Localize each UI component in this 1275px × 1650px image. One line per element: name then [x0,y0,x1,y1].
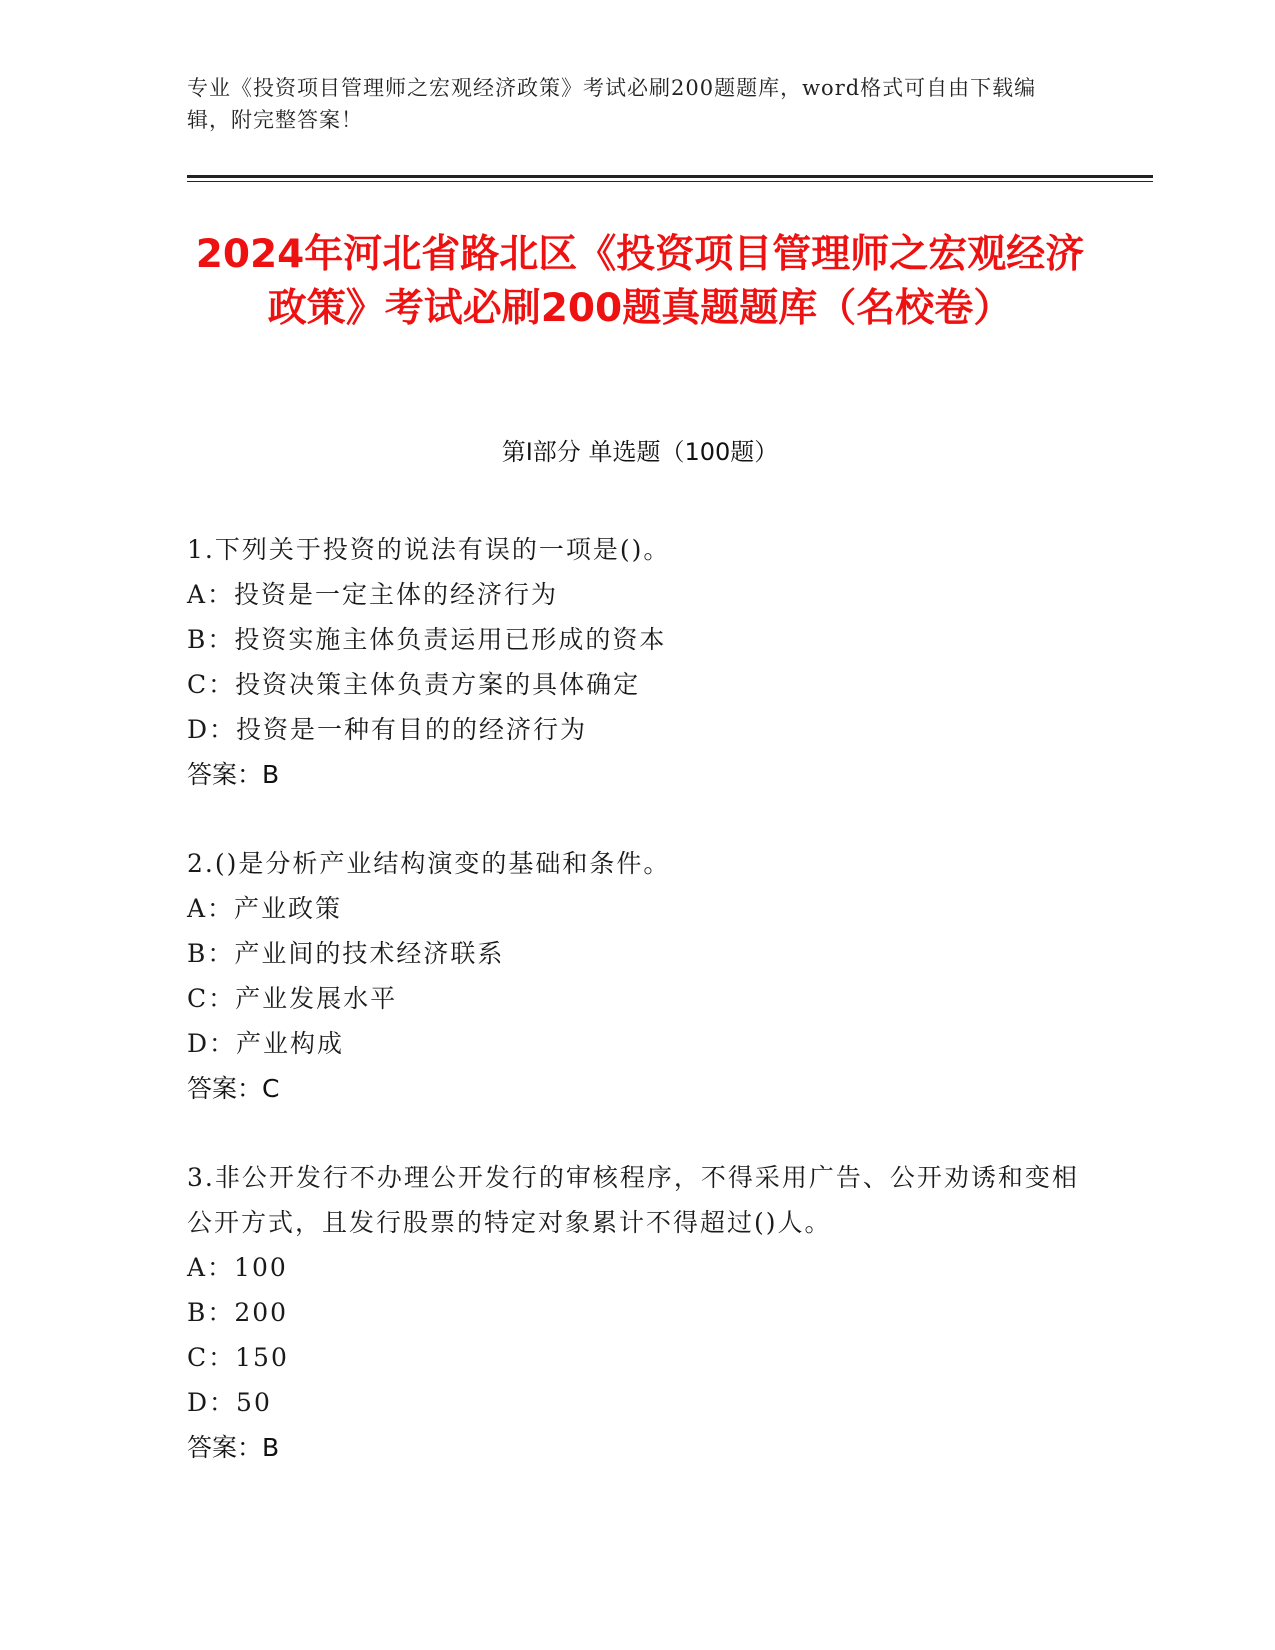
option-c: C：产业发展水平 [187,984,398,1013]
question-stem: 3.非公开发行不办理公开发行的审核程序，不得采用广告、公开劝诱和变相公开方式，且发行股票的特定对象累计不得超过()人。 [187,1163,1079,1237]
answer-label: 答案：B [187,1433,280,1462]
answer-label: 答案：C [187,1074,280,1103]
option-c: C：投资决策主体负责方案的具体确定 [187,670,641,699]
header-divider-thin [187,181,1153,182]
option-d: D：投资是一种有目的的经济行为 [187,715,588,744]
header-note: 专业《投资项目管理师之宏观经济政策》考试必刷200题题库，word格式可自由下载编辑，附完整答案！ [187,76,1037,132]
question-1 [187,527,1087,797]
question-list [187,527,1087,1514]
question-2 [187,841,1087,1111]
option-a: A：产业政策 [187,894,343,923]
option-c: C：150 [187,1343,289,1372]
question-stem: 1.下列关于投资的说法有误的一项是()。 [187,535,671,564]
option-d: D：50 [187,1388,272,1417]
option-d: D：产业构成 [187,1029,345,1058]
option-a: A：100 [187,1253,288,1282]
question-stem: 2.()是分析产业结构演变的基础和条件。 [187,849,671,878]
answer-label: 答案：B [187,760,280,789]
question-3 [187,1155,1087,1470]
document-title: 2024年河北省路北区《投资项目管理师之宏观经济政策》考试必刷200题真题题库（名校卷） [195,232,1085,331]
section-title: 第Ⅰ部分 单选题（100题） [501,438,779,466]
option-b: B：投资实施主体负责运用已形成的资本 [187,625,667,654]
option-b: B：200 [187,1298,289,1327]
header-divider-thick [187,175,1153,178]
option-b: B：产业间的技术经济联系 [187,939,505,968]
option-a: A：投资是一定主体的经济行为 [187,580,559,609]
